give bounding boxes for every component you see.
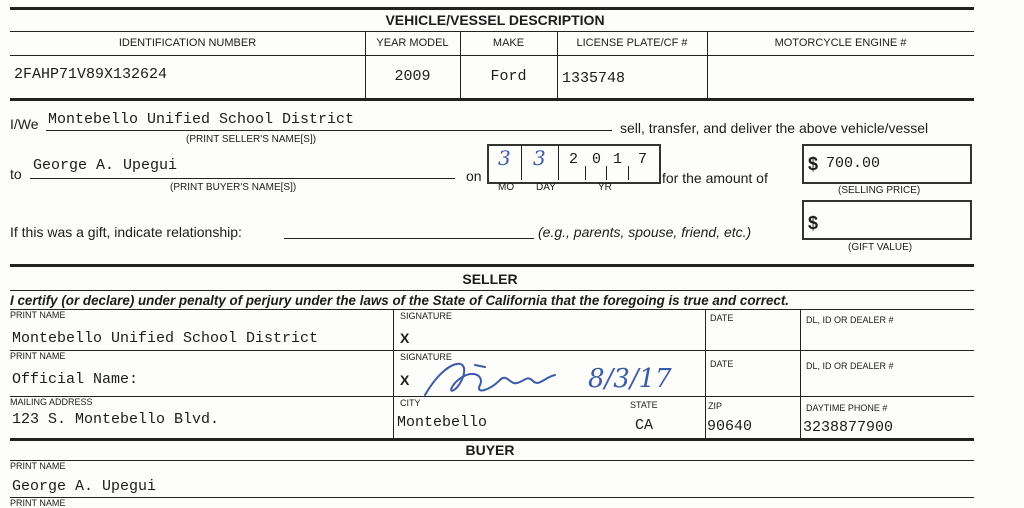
amount-label: for the amount of bbox=[662, 170, 768, 186]
date-year-digit-3[interactable]: 1 bbox=[613, 151, 623, 168]
rule bbox=[10, 98, 974, 101]
state-value[interactable]: CA bbox=[635, 417, 654, 434]
rule bbox=[365, 31, 366, 99]
on-label: on bbox=[466, 168, 482, 184]
date-year-digit-4[interactable]: 7 bbox=[638, 151, 648, 168]
handwritten-signature-date[interactable]: 8/3/17 bbox=[588, 364, 672, 394]
rule bbox=[557, 31, 558, 99]
seller-print-name-2[interactable]: Official Name: bbox=[12, 371, 139, 388]
gift-value-caption: (GIFT VALUE) bbox=[848, 242, 913, 253]
rule bbox=[393, 309, 394, 439]
label-daytime-phone: DAYTIME PHONE # bbox=[806, 403, 888, 413]
signature-x-1[interactable]: X bbox=[400, 330, 410, 346]
buyer-label-print-name: PRINT NAME bbox=[10, 461, 66, 471]
rule bbox=[10, 55, 974, 56]
dollar-sign-gift: $ bbox=[808, 213, 819, 233]
label-signature-2: SIGNATURE bbox=[400, 352, 452, 362]
rule bbox=[10, 264, 974, 267]
date-mo-caption: MO bbox=[498, 182, 515, 193]
signature-x-2[interactable]: X bbox=[400, 372, 410, 388]
sell-transfer-text: sell, transfer, and deliver the above vehicle/vessel bbox=[620, 120, 929, 136]
col-year-model: YEAR MODEL bbox=[376, 37, 449, 49]
col-identification: IDENTIFICATION NUMBER bbox=[118, 37, 257, 49]
date-day-value[interactable]: 3 bbox=[533, 146, 546, 170]
to-label: to bbox=[10, 166, 22, 182]
buyer-print-name-value[interactable]: George A. Upegui bbox=[12, 478, 157, 495]
seller-section-title: SELLER bbox=[462, 271, 518, 287]
year-model-value[interactable]: 2009 bbox=[394, 68, 431, 85]
gift-label: If this was a gift, indicate relationship: bbox=[10, 224, 242, 240]
label-print-name-2: PRINT NAME bbox=[10, 351, 66, 361]
rule bbox=[800, 309, 801, 439]
certify-statement: I certify (or declare) under penalty of perjury under the laws of the State of California that the foregoing is true and correct. bbox=[10, 293, 790, 308]
label-state: STATE bbox=[630, 400, 658, 410]
selling-price-caption: (SELLING PRICE) bbox=[838, 185, 921, 196]
selling-price-value[interactable]: 700.00 bbox=[826, 155, 881, 172]
date-day-caption: DAY bbox=[536, 182, 556, 193]
rule bbox=[10, 31, 974, 32]
label-mailing-address: MAILING ADDRESS bbox=[10, 397, 93, 407]
seller-print-name-1[interactable]: Montebello Unified School District bbox=[12, 330, 319, 347]
rule bbox=[284, 238, 534, 239]
rule bbox=[705, 309, 706, 439]
seller-names-value[interactable]: Montebello Unified School District bbox=[48, 111, 355, 128]
gift-value-box bbox=[802, 200, 972, 240]
rule bbox=[10, 309, 974, 310]
rule bbox=[10, 396, 974, 397]
daytime-phone-value[interactable]: 3238877900 bbox=[803, 419, 894, 436]
rule bbox=[10, 350, 974, 351]
rule bbox=[707, 31, 708, 99]
rule bbox=[10, 290, 974, 291]
rule bbox=[30, 178, 455, 179]
col-make: MAKE bbox=[492, 37, 525, 49]
date-year-digit-1[interactable]: 2 bbox=[569, 151, 579, 168]
rule bbox=[585, 166, 586, 180]
rule bbox=[10, 460, 974, 461]
date-month-value[interactable]: 3 bbox=[498, 146, 511, 170]
col-license-plate: LICENSE PLATE/CF # bbox=[576, 37, 688, 49]
gift-examples: (e.g., parents, spouse, friend, etc.) bbox=[538, 224, 752, 240]
col-motorcycle-engine: MOTORCYCLE ENGINE # bbox=[774, 37, 907, 49]
date-yr-caption: YR bbox=[598, 182, 612, 193]
rule bbox=[628, 166, 629, 180]
top-rule bbox=[10, 7, 974, 10]
label-print-name-1: PRINT NAME bbox=[10, 310, 66, 320]
rule bbox=[460, 31, 461, 99]
rule bbox=[521, 146, 522, 180]
date-year-digit-2[interactable]: 0 bbox=[592, 151, 602, 168]
rule bbox=[606, 166, 607, 180]
make-value[interactable]: Ford bbox=[490, 68, 527, 85]
buyer-names-caption: (PRINT BUYER'S NAME[S]) bbox=[170, 182, 297, 193]
buyer-label-print-name-2: PRINT NAME bbox=[10, 498, 66, 508]
label-zip: ZIP bbox=[708, 401, 723, 411]
label-city: CITY bbox=[400, 398, 421, 408]
rule bbox=[46, 130, 612, 131]
iwe-label: I/We bbox=[10, 116, 39, 132]
label-date-1: DATE bbox=[710, 313, 734, 323]
seller-names-caption: (PRINT SELLER'S NAME[S]) bbox=[186, 134, 317, 145]
vehicle-section-title: VEHICLE/VESSEL DESCRIPTION bbox=[385, 12, 605, 28]
buyer-section-title: BUYER bbox=[465, 442, 515, 458]
city-value[interactable]: Montebello bbox=[397, 414, 488, 431]
license-plate-value[interactable]: 1335748 bbox=[562, 70, 626, 87]
mailing-address-value[interactable]: 123 S. Montebello Blvd. bbox=[12, 411, 220, 428]
dollar-sign-price: $ bbox=[808, 154, 819, 174]
label-date-2: DATE bbox=[710, 359, 734, 369]
zip-value[interactable]: 90640 bbox=[707, 418, 753, 435]
buyer-names-value[interactable]: George A. Upegui bbox=[33, 157, 178, 174]
rule bbox=[558, 146, 559, 180]
label-dl-2: DL, ID OR DEALER # bbox=[806, 361, 894, 371]
label-dl-1: DL, ID OR DEALER # bbox=[806, 315, 894, 325]
rule bbox=[10, 438, 974, 441]
rule bbox=[10, 497, 974, 498]
vin-value[interactable]: 2FAHP71V89X132624 bbox=[14, 66, 168, 83]
label-signature-1: SIGNATURE bbox=[400, 311, 452, 321]
